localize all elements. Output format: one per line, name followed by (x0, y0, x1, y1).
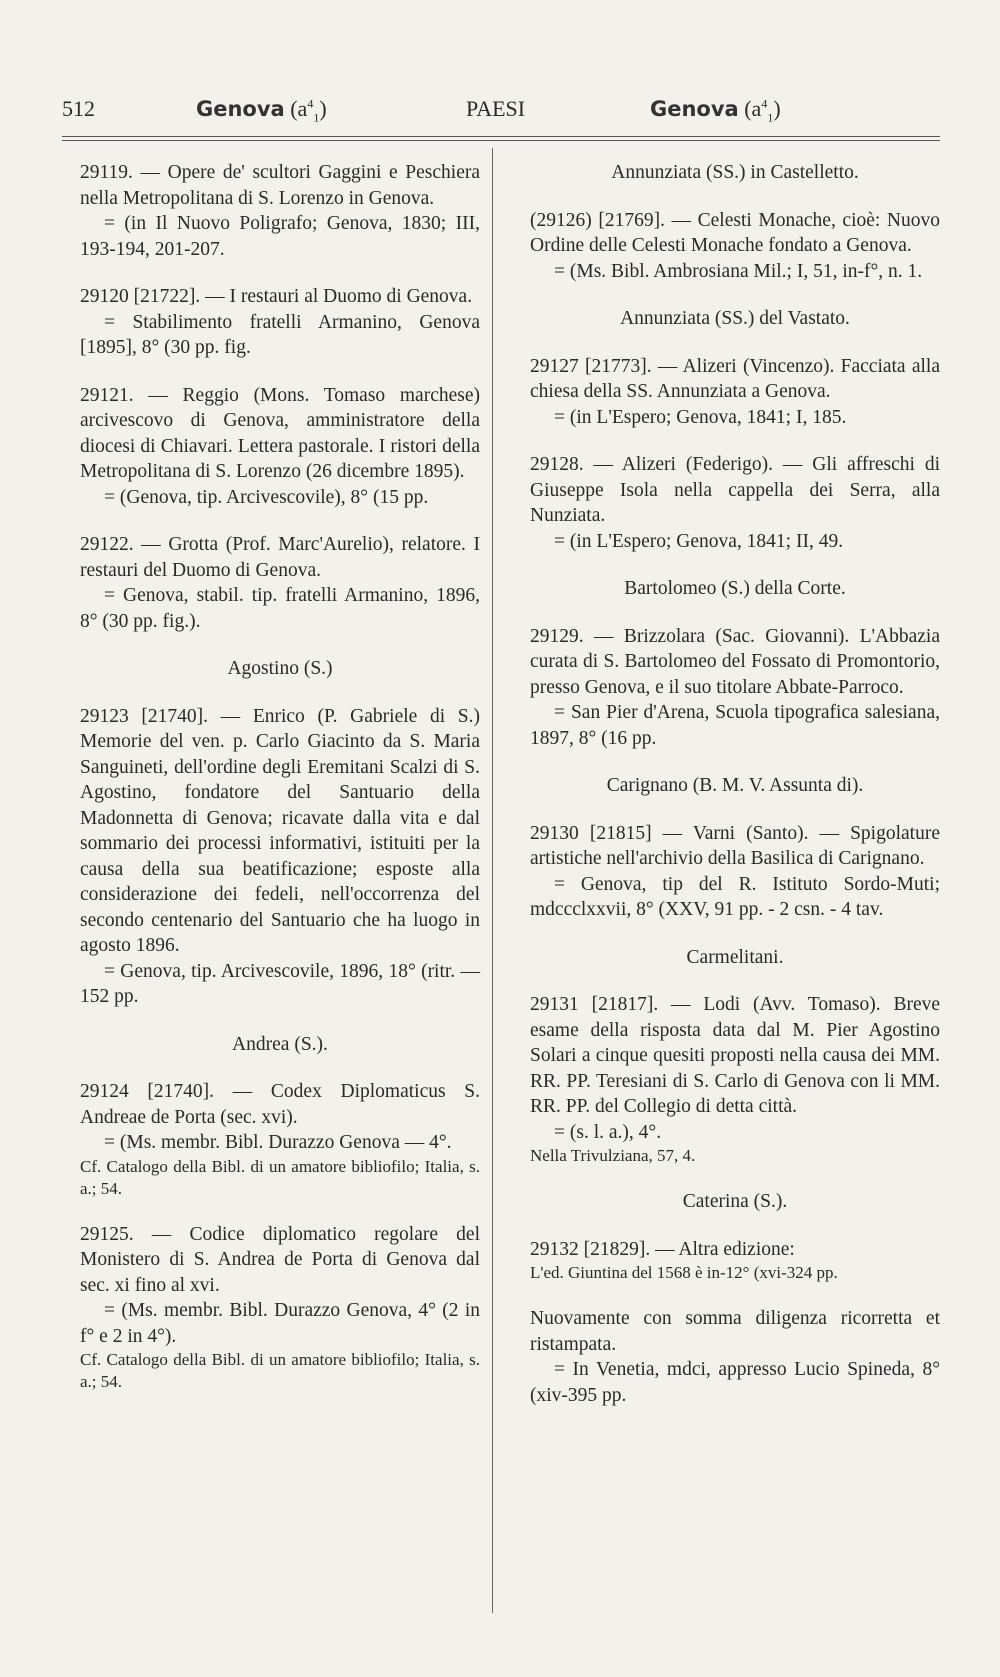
imprint-line: = Stabilimento fratelli Armanino, Genova [1895], 8° (30 pp. fig. (80, 311, 480, 358)
spacer (530, 1167, 940, 1189)
spacer (80, 262, 480, 284)
imprint-line: = (Ms. membr. Bibl. Durazzo Genova — 4°. (104, 1132, 452, 1153)
running-head-right-title: Genova (650, 97, 739, 121)
spacer (530, 602, 940, 624)
section-heading: Andrea (S.). (232, 1033, 328, 1055)
section-heading: Annunziata (SS.) in Castelletto. (611, 162, 859, 183)
spacer (530, 751, 940, 773)
spacer (80, 1010, 480, 1032)
spacer (530, 923, 940, 945)
imprint-line: = (in Il Nuovo Poligrafo; Genova, 1830; III, 193-194, 201-207. (80, 213, 480, 260)
header-rule-bottom (62, 140, 940, 141)
imprint-line: = (Genova, tip. Arcivescovile), 8° (15 pp. (104, 486, 429, 508)
section-heading: Agostino (S.) (227, 658, 333, 679)
bibliographic-entry: 29131 [21817]. — Lodi (Avv. Tomaso). Breve esame della risposta data dal M. Pier Agostino Solari a cinque quesiti proposti nella causa dei MM. RR. PP. Teresiani di S. Carlo di Genova con li MM. RR. PP. del Collegio di detta città. (530, 994, 940, 1117)
imprint-line: = (s. l. a.), 4°. (554, 1121, 662, 1143)
imprint-line: = (in L'Espero; Genova, 1841; I, 185. (554, 406, 847, 428)
bibliographic-entry: 29119. — Opere de' scultori Gaggini e Peschiera nella Metropolitana di S. Lorenzo in Genova. (80, 162, 480, 209)
spacer (80, 1200, 480, 1222)
running-head-right (650, 96, 781, 125)
column-divider (492, 148, 493, 1613)
note-line: L'ed. Giuntina del 1568 è in-12° (xvi-324 pp. (530, 1263, 838, 1282)
running-head-left-mark: $(a^4_1)$ (290, 96, 327, 125)
running-head-left-title: Genova (196, 97, 285, 121)
spacer (530, 554, 940, 576)
imprint-line: = Genova, tip. Arcivescovile, 1896, 18° (ritr. — 152 pp. (80, 960, 480, 1007)
spacer (530, 970, 940, 992)
imprint-line: = Genova, tip del R. Istituto Sordo-Muti; mdccclxxvii, 8° (XXV, 91 pp. - 2 csn. - 4 tav. (530, 873, 940, 920)
imprint-line: = (Ms. Bibl. Ambrosiana Mil.; I, 51, in-f°, n. 1. (554, 260, 923, 282)
imprint-line: = (in L'Espero; Genova, 1841; II, 49. (554, 530, 844, 552)
left-column (80, 160, 480, 1393)
spacer (530, 1215, 940, 1237)
spacer (530, 332, 940, 354)
bibliographic-entry: 29127 [21773]. — Alizeri (Vincenzo). Facciata alla chiesa della SS. Annunziata a Genova. (530, 355, 940, 402)
spacer (530, 284, 940, 306)
section-heading: Annunziata (SS.) del Vastato. (620, 308, 850, 329)
note-line: Cf. Catalogo della Bibl. di un amatore bibliofilo; Italia, s. a.; 54. (80, 1350, 480, 1391)
bibliographic-entry: 29125. — Codice diplomatico regolare del Monistero di S. Andrea de Porta di Genova dal sec. xi fino al xvi. (80, 1223, 480, 1296)
section-heading: Caterina (S.). (682, 1191, 788, 1212)
note-line: Nella Trivulziana, 57, 4. (530, 1146, 696, 1165)
bibliographic-entry: 29130 [21815] — Varni (Santo). — Spigolature artistiche nell'archivio della Basilica di Carignano. (530, 822, 940, 869)
spacer (530, 430, 940, 452)
bibliographic-entry: 29122. — Grotta (Prof. Marc'Aurelio), relatore. I restauri del Duomo di Genova. (80, 534, 480, 581)
header-rule-top (62, 136, 940, 137)
bibliographic-entry: 29132 [21829]. — Altra edizione: (530, 1238, 795, 1260)
imprint-line: = San Pier d'Arena, Scuola tipografica salesiana, 1897, 8° (16 pp. (530, 702, 940, 749)
spacer (530, 186, 940, 208)
bibliographic-entry: 29123 [21740]. — Enrico (P. Gabriele di S.) Memorie del ven. p. Carlo Giacinto da S. Maria Sanguineti, dell'ordine degli Eremitani Scalzi di S. Agostino, fondatore del Santuario della Madonnetta di Genova; ricavate dalla vita e dal sommario dei processi informativi, istituiti per la causa della sua beatificazione; esposte alla considerazione dei fedeli, nell'occorrenza del secondo centenario del Santuario che ha luogo in agosto 1896. (80, 705, 480, 956)
spacer (530, 1284, 940, 1306)
spacer (80, 1057, 480, 1079)
page-number: 512 (62, 96, 95, 121)
spacer (80, 361, 480, 383)
spacer (80, 682, 480, 704)
running-head-left (196, 96, 327, 125)
bibliographic-entry: 29120 [21722]. — I restauri al Duomo di Genova. (80, 286, 473, 307)
running-head-center: PAESI (466, 96, 526, 121)
bibliographic-entry: 29128. — Alizeri (Federigo). — Gli affreschi di Giuseppe Isola nella cappella dei Serra, alla Nunziata. (530, 454, 940, 526)
bibliographic-entry: 29124 [21740]. — Codex Diplomaticus S. Andreae de Porta (sec. xvi). (80, 1081, 480, 1128)
spacer (530, 799, 940, 821)
spacer (80, 510, 480, 532)
bibliographic-entry: 29129. — Brizzolara (Sac. Giovanni). L'Abbazia curata di S. Bartolomeo del Fossato di Promontorio, presso Genova, e il suo titolare Abbate-Parroco. (530, 625, 940, 698)
section-heading: Bartolomeo (S.) della Corte. (624, 578, 846, 599)
right-column (530, 160, 940, 1408)
imprint-line: = Genova, stabil. tip. fratelli Armanino, 1896, 8° (30 pp. fig.). (80, 585, 480, 632)
note-line: Cf. Catalogo della Bibl. di un amatore bibliofilo; Italia, s. a.; 54. (80, 1156, 480, 1198)
imprint-line: = In Venetia, mdci, appresso Lucio Spineda, 8° (xiv-395 pp. (530, 1359, 940, 1406)
spacer (80, 634, 480, 656)
bibliographic-entry: 29121. — Reggio (Mons. Tomaso marchese) arcivescovo di Genova, amministratore della diocesi di Chiavari. Lettera pastorale. I ristori della Metropolitana di S. Lorenzo (26 dicembre 1895). (80, 384, 480, 482)
imprint-line: = (Ms. membr. Bibl. Durazzo Genova, 4° (2 in f° e 2 in 4°). (80, 1300, 480, 1347)
section-heading: Carignano (B. M. V. Assunta di). (606, 775, 864, 796)
running-head-right-mark: $(a^4_1)$ (744, 96, 781, 125)
bibliographic-entry: (29126) [21769]. — Celesti Monache, cioè: Nuovo Ordine delle Celesti Monache fondato a Genova. (530, 209, 940, 256)
section-heading: Carmelitani. (686, 946, 784, 968)
bibliographic-entry: Nuovamente con somma diligenza ricorretta et ristampata. (530, 1308, 940, 1355)
